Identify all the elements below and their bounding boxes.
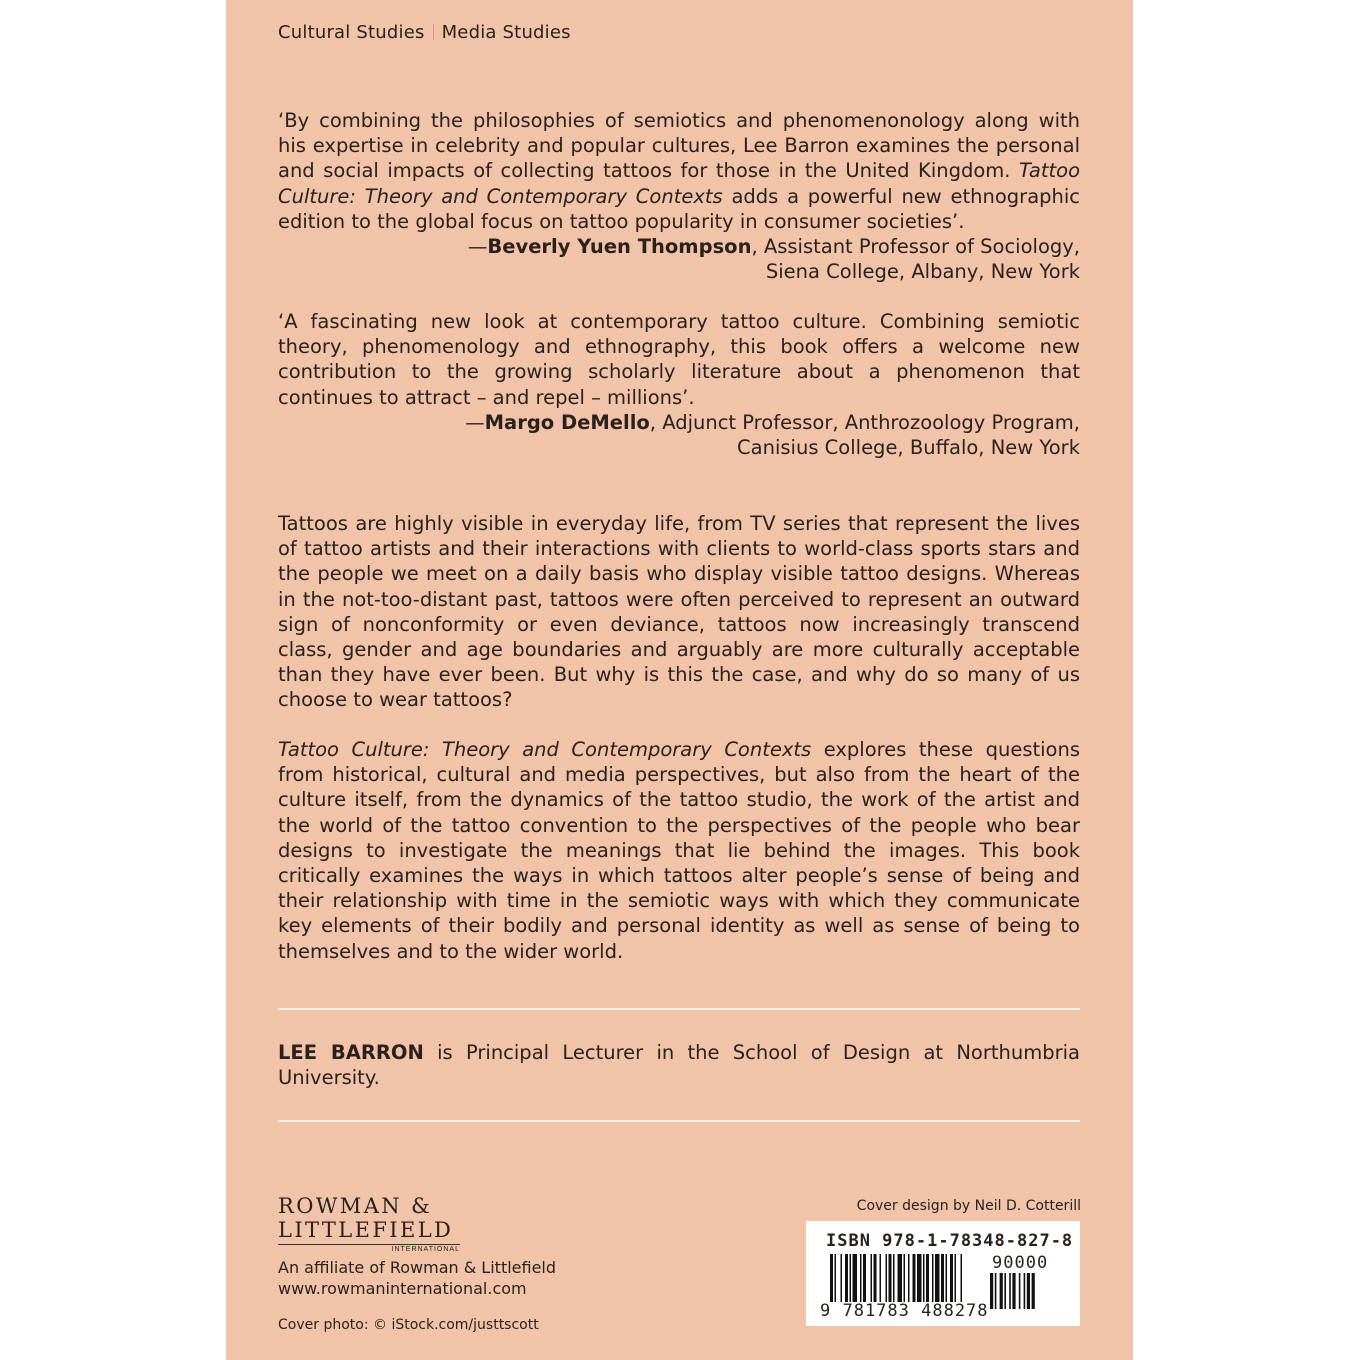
quote1-dash: — (467, 235, 488, 259)
publisher-logo (278, 1194, 460, 1253)
back-cover (226, 0, 1133, 1360)
description-paragraph-1: Tattoos are highly visible in everyday life, from TV series that represent the lives of tattoo artists and their interactions with clients to world-class sports stars and the people we meet on a daily basis who display visible tattoo designs. Whereas in the not-too-distant past, tattoos were often perceived to represent an outward sign of nonconformity or even deviance, tattoos now increasingly transcend class, gender and age boundaries and arguably are more culturally acceptable than they have ever been. But why is this the case, and why do so many of us choose to wear tattoos? (278, 512, 1080, 712)
barcode-bar (863, 1254, 866, 1302)
barcode-bar (850, 1254, 852, 1302)
barcode-bar (835, 1254, 837, 1302)
description-paragraph-2-text: explores these questions from historical, cultural and media perspectives, but also from the heart of the culture itself, from the dynamics of the tattoo studio, the work of the artist and the world of the tattoo convention to the perspectives of the people who bear designs to investigate the meanings that lie behind the images. This book critically examines the ways in which tattoos alter people’s sense of being and their relationship with time in the semiotic ways with which they communicate key elements of their bodily and personal identity as well as sense of being to themselves and to the wider world. (278, 738, 1080, 963)
barcode-addon-bar (1012, 1273, 1015, 1309)
barcode-bar (923, 1254, 925, 1302)
quote2-text: ‘A fascinating new look at contemporary tattoo culture. Combining semiotic theory, phenomenology and ethnography, this book offers a welcome new contribution to the growing scholarly literature about a phenomenon that continues to attract – and repel – millions’. (278, 310, 1080, 409)
publisher-affiliate: An affiliate of Rowman & Littlefield (278, 1258, 557, 1277)
publisher-website: www.rowmaninternational.com (278, 1279, 527, 1298)
quote2-dash: — (465, 410, 485, 434)
endorsement-quote-2 (278, 309, 1080, 460)
barcode-addon-bar (995, 1273, 997, 1309)
cover-photo-credit: Cover photo: © iStock.com/justtscott (278, 1317, 539, 1333)
quote1-book-title: Tattoo Culture: Theory and Contemporary Contexts (278, 159, 1081, 208)
barcode-bar (904, 1254, 906, 1302)
barcode-addon-bar (990, 1273, 993, 1309)
publisher-name-line1: ROWMAN & (278, 1194, 433, 1218)
barcode-bar (889, 1254, 892, 1302)
publisher-info (278, 1257, 556, 1299)
barcode-addon-bar (1000, 1273, 1003, 1309)
cover-design-credit: Cover design by Neil D. Cotterill (856, 1198, 1081, 1214)
barcode-digits: 9 781783 488278 (820, 1301, 989, 1321)
isbn-barcode (806, 1221, 1080, 1326)
category-separator (433, 24, 434, 40)
barcode-addon-bar (1004, 1273, 1006, 1309)
barcode-bar (913, 1254, 916, 1302)
barcode-bar (880, 1254, 882, 1302)
divider-bottom (278, 1120, 1080, 1122)
category-media-studies: Media Studies (441, 22, 571, 43)
description-book-title: Tattoo Culture: Theory and Contemporary Contexts (278, 738, 812, 761)
quote1-attribution (468, 234, 1080, 259)
category-labels (278, 22, 571, 43)
barcode-bar (917, 1254, 922, 1302)
barcode-bar (955, 1254, 957, 1302)
barcode-addon-bar (1019, 1273, 1021, 1309)
barcode-addon-digits: 90000 (992, 1253, 1049, 1273)
description-paragraph-2 (278, 737, 1080, 964)
barcode-bar (886, 1254, 888, 1302)
quote2-affiliation: Canisius College, Buffalo, New York (737, 436, 1080, 460)
category-cultural-studies: Cultural Studies (278, 22, 425, 43)
barcode-bar (860, 1254, 862, 1302)
quote1-affiliation: Siena College, Albany, New York (765, 260, 1080, 284)
publisher-name-line3: INTERNATIONAL (278, 1244, 460, 1253)
barcode-bar (935, 1254, 940, 1302)
barcode-bar (898, 1254, 903, 1302)
quote2-author: Margo DeMello (484, 410, 650, 434)
barcode-addon-bar (1032, 1273, 1035, 1309)
isbn-number: ISBN 978-1-78348-827-8 (826, 1231, 1074, 1251)
barcode-bar (893, 1254, 895, 1302)
barcode-bar (845, 1254, 848, 1302)
barcode-bar (830, 1254, 833, 1302)
barcode-addon-bar (1027, 1273, 1030, 1309)
barcode-bar (932, 1254, 934, 1302)
publisher-name-line2: LITTLEFIELD (278, 1218, 454, 1242)
barcode-bar (961, 1254, 963, 1302)
barcode-bar (926, 1254, 929, 1302)
author-name: LEE BARRON (278, 1041, 424, 1064)
barcode-bar (853, 1254, 858, 1302)
author-bio-text: is Principal Lecturer in the School of Design at Northumbria University. (278, 1041, 1080, 1090)
barcode-bar (874, 1254, 877, 1302)
barcode-addon-bar (1024, 1273, 1026, 1309)
quote2-role: , Adjunct Professor, Anthrozoology Program, (649, 410, 1080, 434)
author-bio (278, 1040, 1080, 1090)
barcode-bar (941, 1254, 944, 1302)
quote1-role: , Assistant Professor of Sociology, (751, 235, 1080, 259)
barcode-bar (908, 1254, 910, 1302)
quote1-author: Beverly Yuen Thompson (487, 235, 752, 259)
quote2-attribution (278, 410, 1080, 435)
barcode-bar (950, 1254, 953, 1302)
endorsement-quote-1 (278, 108, 1080, 284)
quote1-text-pre: ‘By combining the philosophies of semiotics and phenomenonology along with his expertise in celebrity and popular cultures, Lee Barron examines the personal and social impacts of collecting tattoos for those in the United Kingdom. (278, 109, 1080, 183)
barcode-bar (841, 1254, 843, 1302)
barcode-bar (946, 1254, 948, 1302)
quote1-text-post: adds a powerful new ethnographic edition to the global focus on tattoo popularity in consumer societies’. (278, 184, 1081, 233)
barcode-addon-bar (1009, 1273, 1011, 1309)
barcode-bar (871, 1254, 873, 1302)
divider-top (278, 1008, 1080, 1010)
